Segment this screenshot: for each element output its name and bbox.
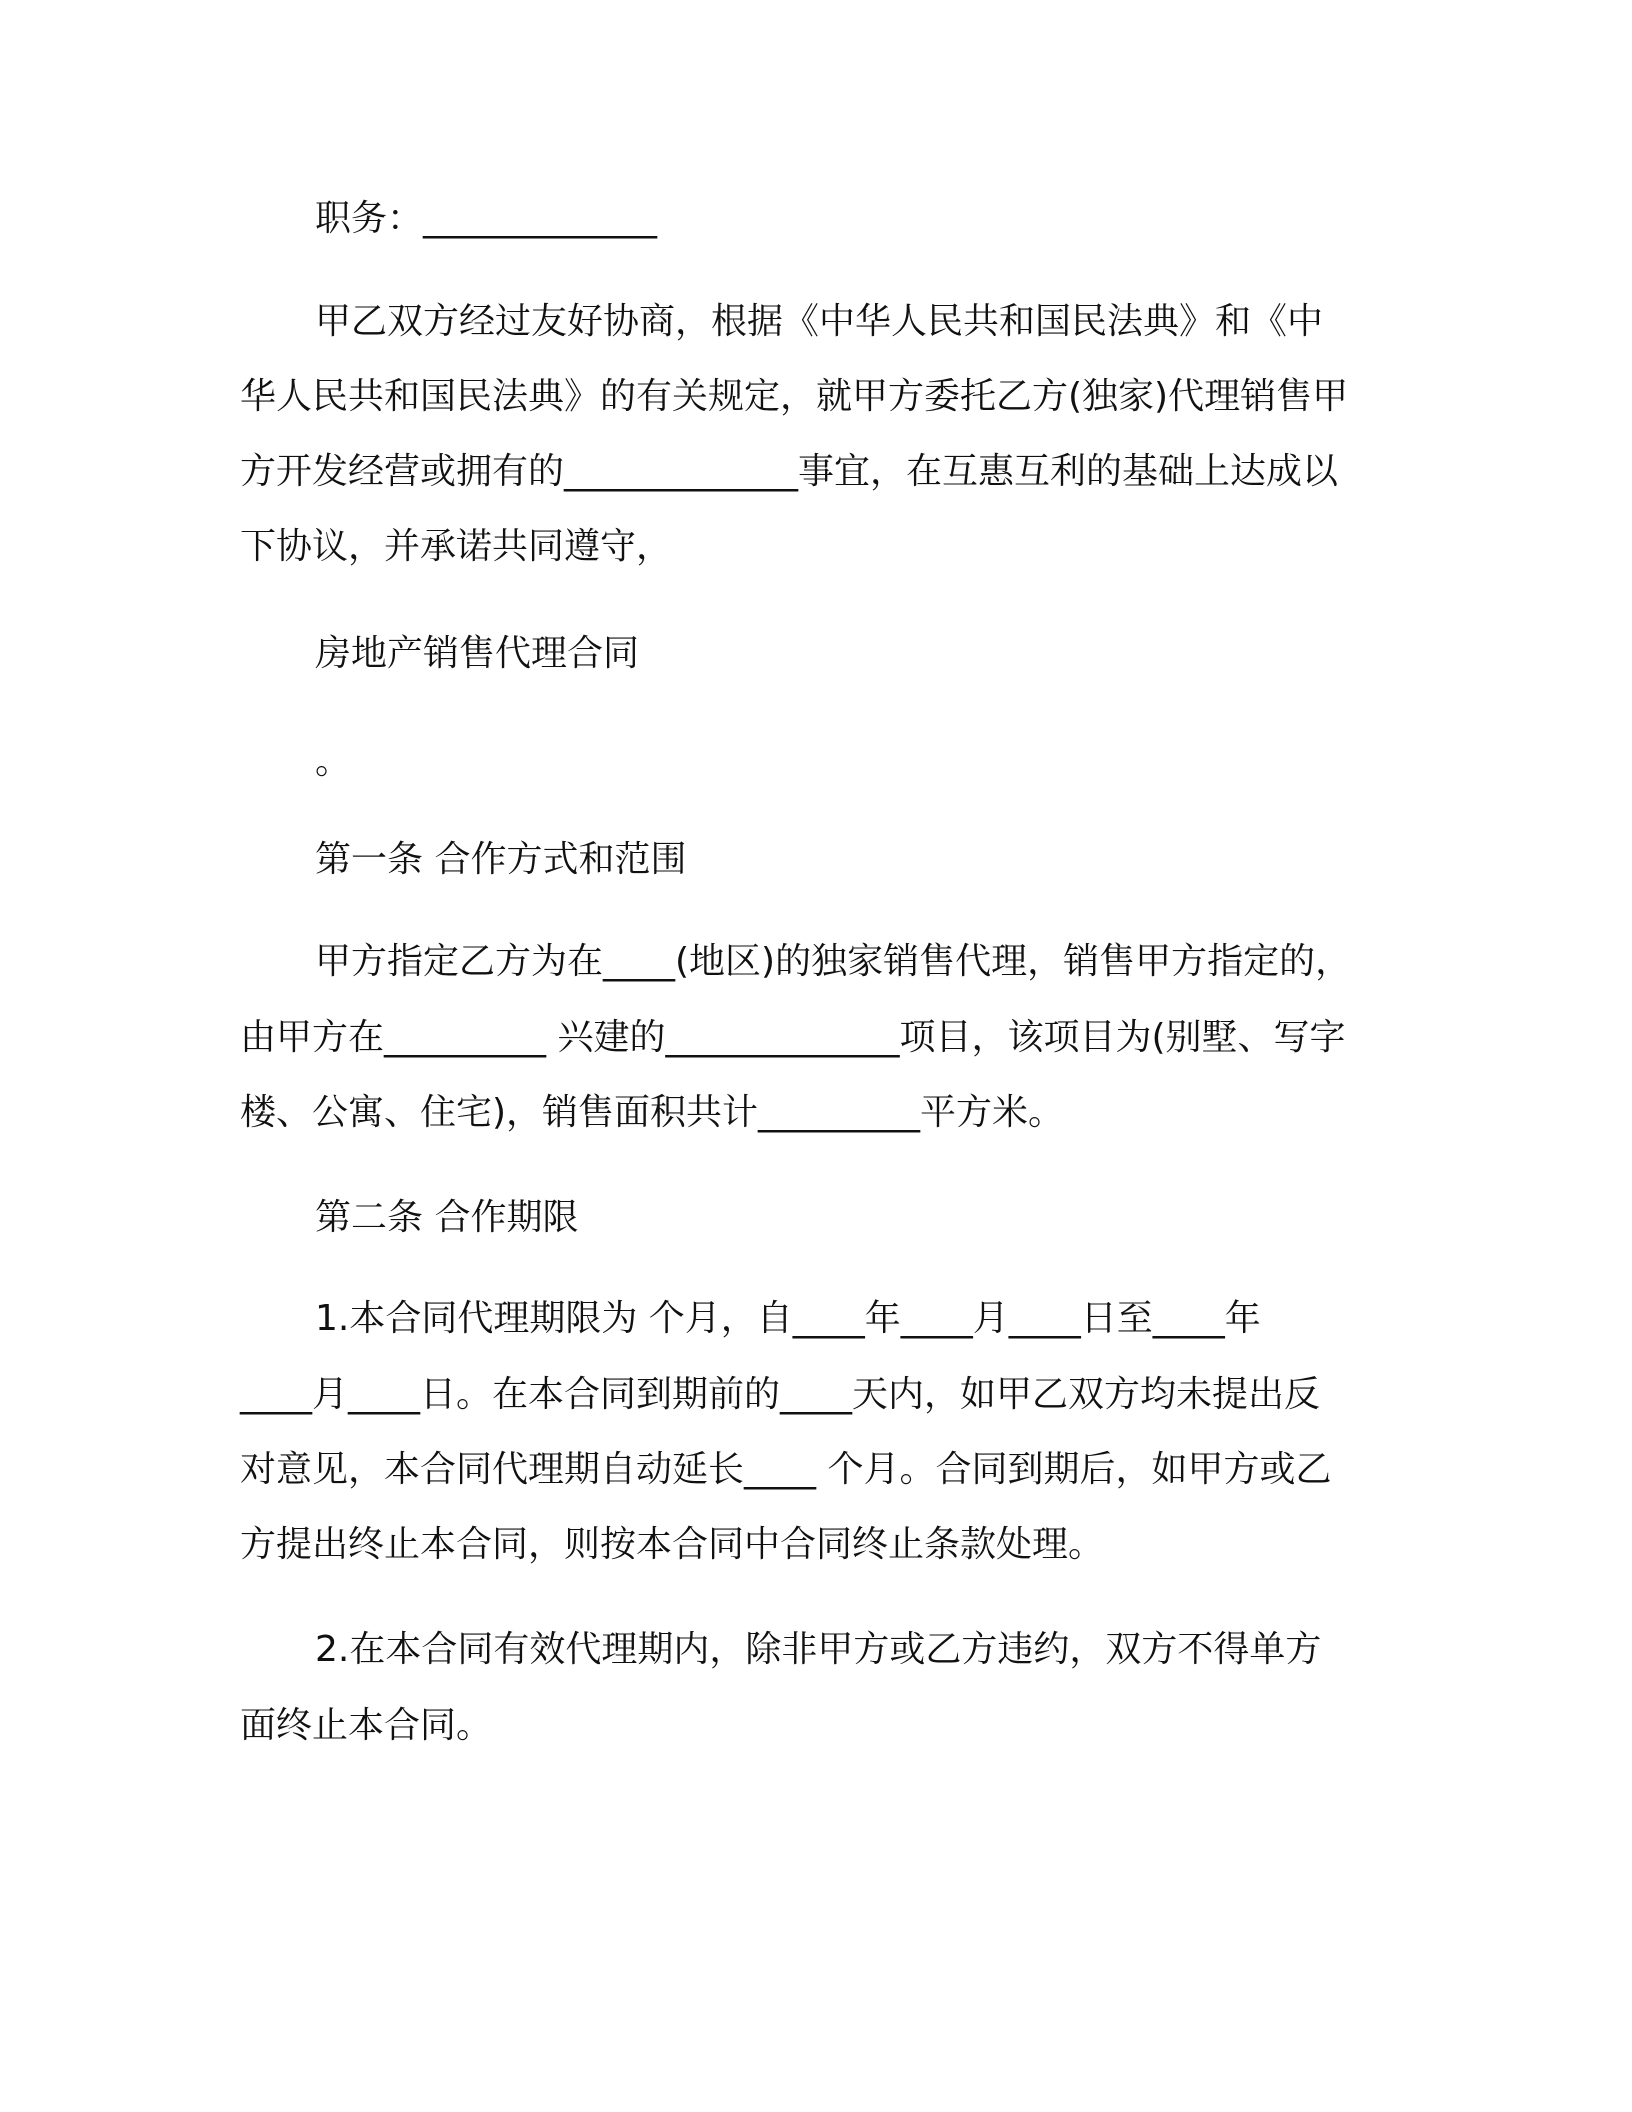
intro-paragraph-line-1: 甲乙双方经过友好协商，根据《中华人民共和国民法典》和《中	[315, 301, 1324, 342]
article-2-clause-1-line-3: 对意见，本合同代理期自动延长____ 个月。合同到期后，如甲方或乙	[240, 1449, 1332, 1490]
contract-title: 房地产销售代理合同	[315, 633, 640, 674]
article-1-heading: 第一条 合作方式和范围	[315, 839, 687, 880]
article-1-line-2: 由甲方在_________ 兴建的_____________项目，该项目为(别墅、写字	[240, 1017, 1346, 1058]
article-2-heading: 第二条 合作期限	[315, 1197, 579, 1238]
article-2-clause-1-line-4: 方提出终止本合同，则按本合同中合同终止条款处理。	[240, 1524, 1105, 1565]
position-field-line: 职务：_____________	[315, 198, 658, 239]
intro-paragraph-line-3: 方开发经营或拥有的_____________事宜，在互惠互利的基础上达成以	[240, 451, 1339, 492]
intro-paragraph-line-2: 华人民共和国民法典》的有关规定，就甲方委托乙方(独家)代理销售甲	[240, 376, 1349, 417]
standalone-period: 。	[315, 741, 352, 782]
article-2-clause-1-line-2: ____月____日。在本合同到期前的____天内，如甲乙双方均未提出反	[240, 1374, 1321, 1415]
article-2-clause-2-line-2: 面终止本合同。	[240, 1705, 493, 1746]
intro-paragraph-line-4: 下协议，并承诺共同遵守，	[240, 526, 673, 567]
article-1-line-1: 甲方指定乙方为在____(地区)的独家销售代理，销售甲方指定的，	[315, 941, 1352, 982]
article-2-clause-2-line-1: 2.在本合同有效代理期内，除非甲方或乙方违约，双方不得单方	[315, 1629, 1322, 1670]
article-2-clause-1-line-1: 1.本合同代理期限为 个月，自____年____月____日至____年	[315, 1298, 1261, 1339]
article-1-line-3: 楼、公寓、住宅)，销售面积共计_________平方米。	[240, 1092, 1065, 1133]
